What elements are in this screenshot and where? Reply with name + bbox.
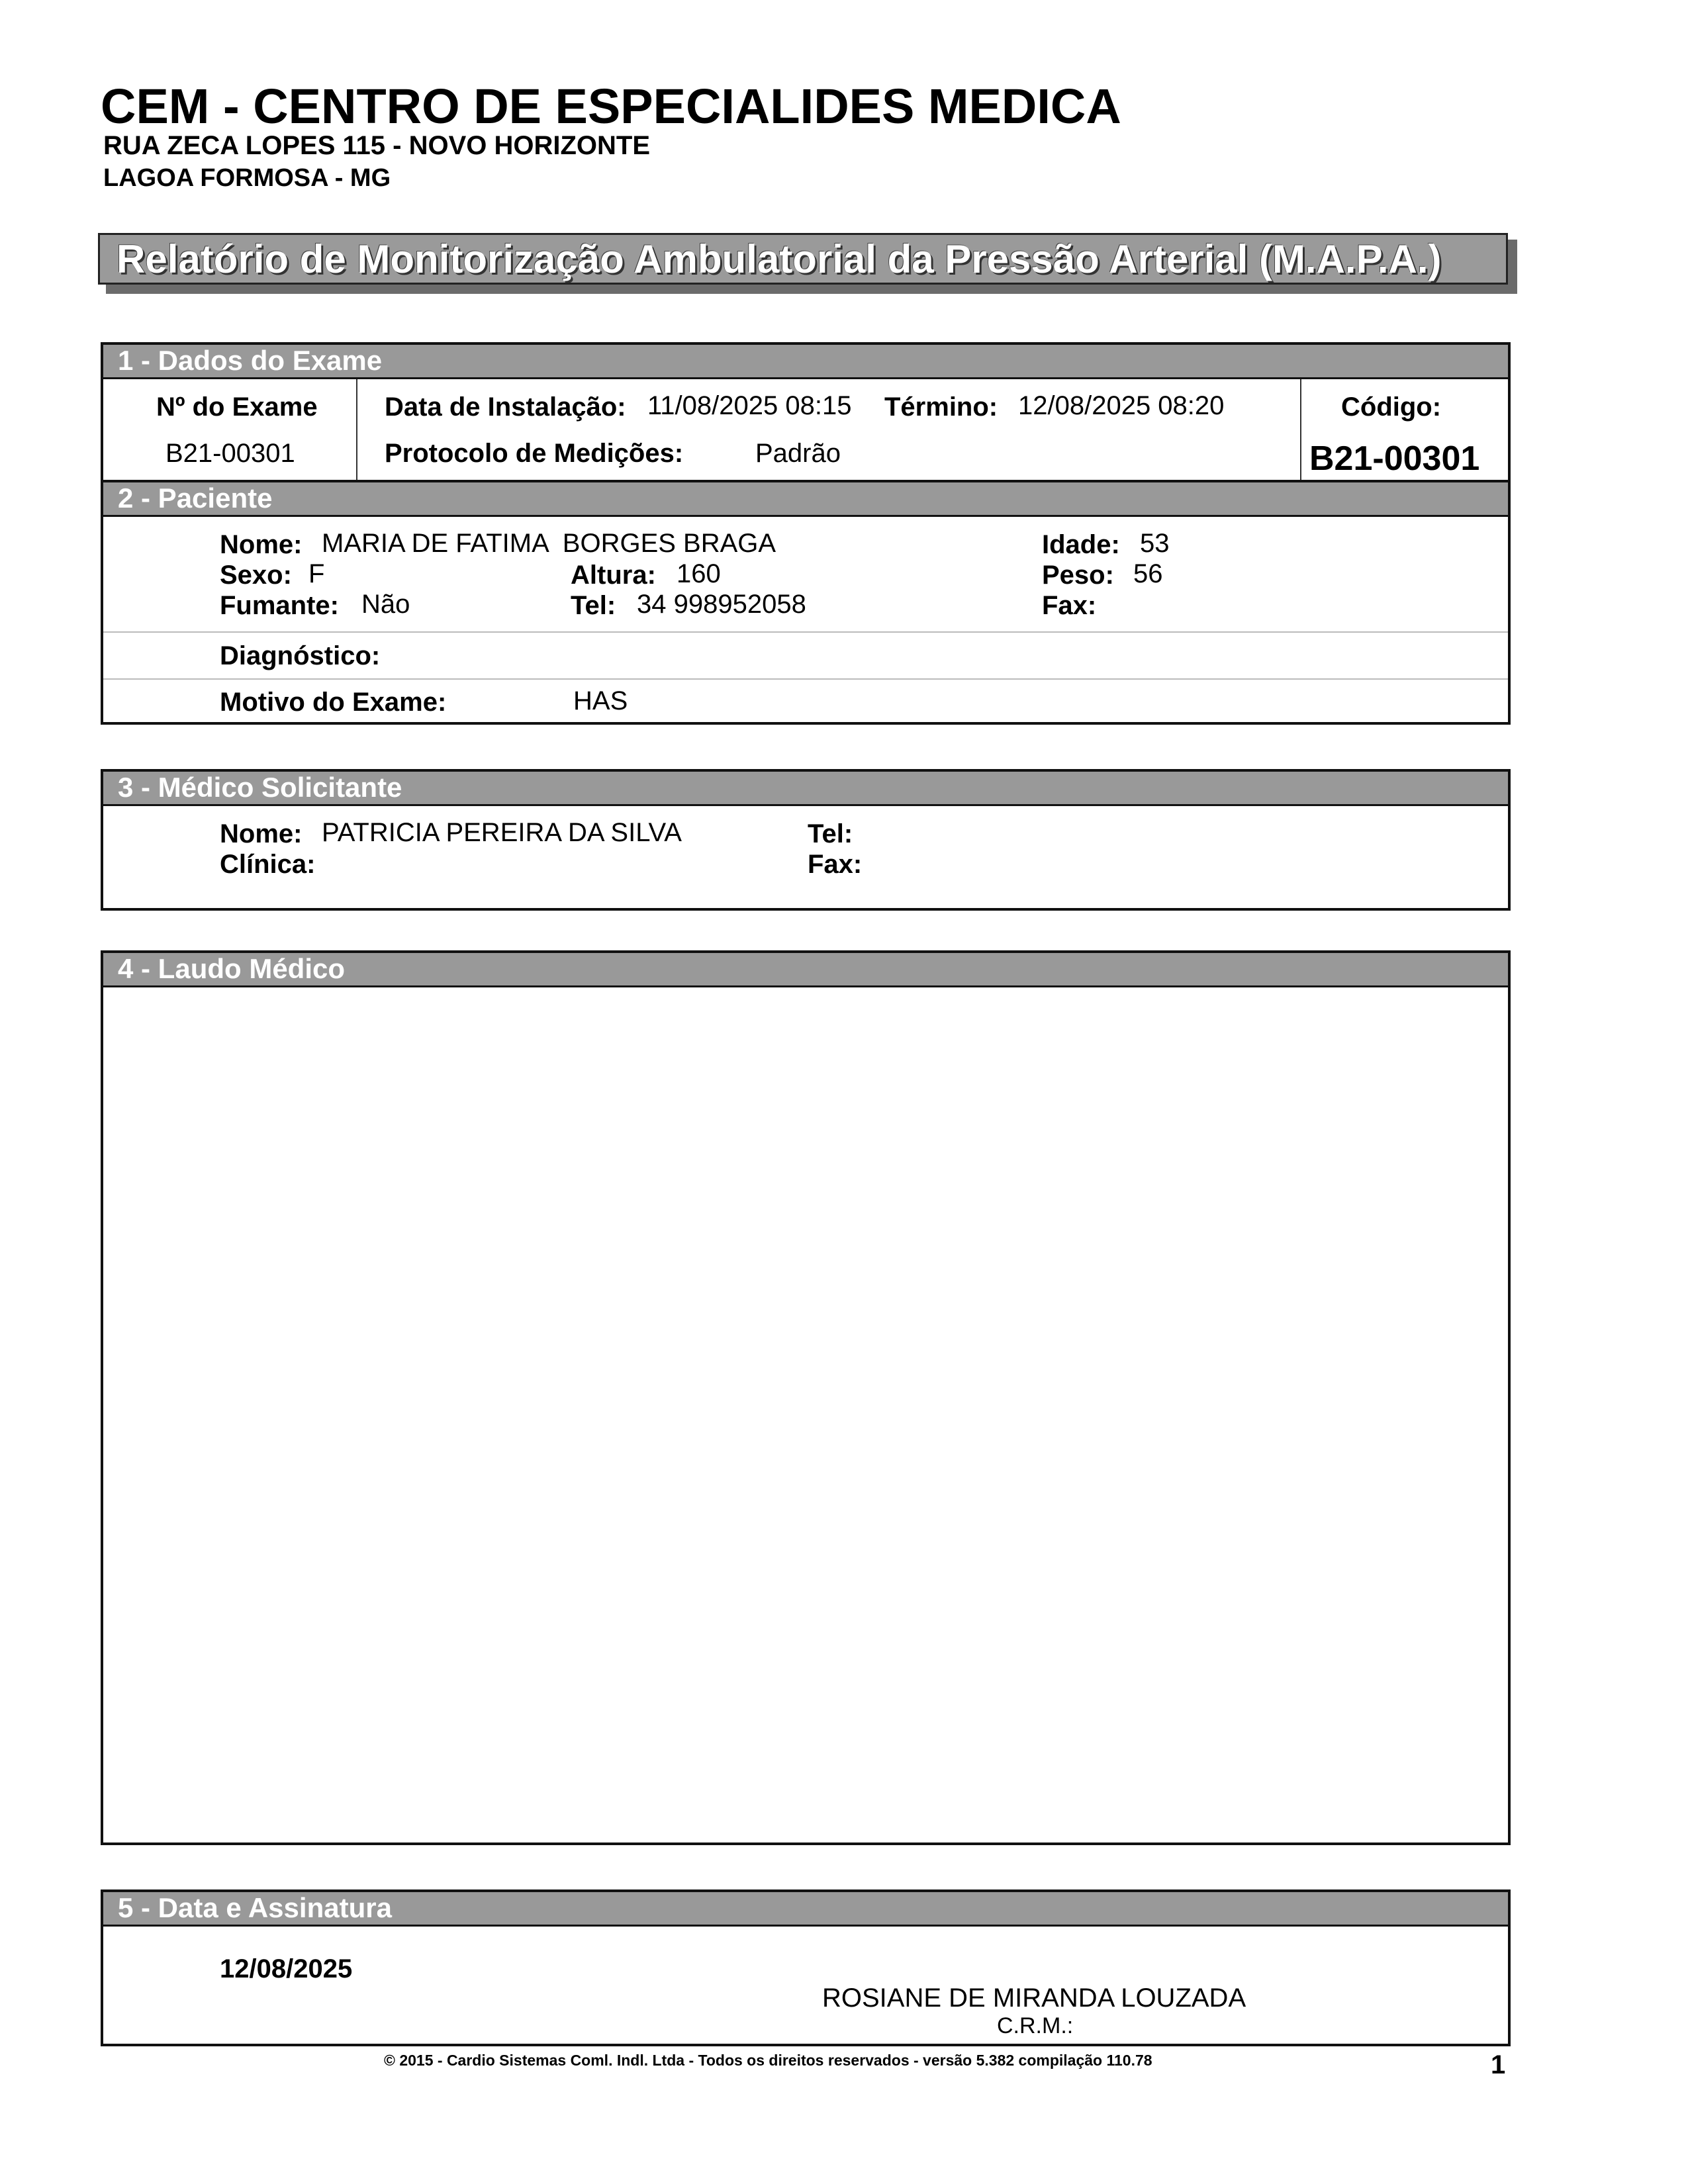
patient-sex-value: F [308,559,325,588]
end-date-value: 12/08/2025 08:20 [1018,391,1225,420]
section-date-signature-header: 5 - Data e Assinatura [103,1892,1508,1927]
patient-tel-value: 34 998952058 [637,590,806,619]
code-value: B21-00301 [1309,439,1480,478]
patient-smoker-value: Não [361,590,410,619]
patient-height-value: 160 [677,559,721,588]
protocol-value: Padrão [755,439,841,468]
install-date-value: 11/08/2025 08:15 [647,391,852,420]
section-patient [101,480,1511,725]
page-number: 1 [1491,2050,1506,2079]
patient-age-label: Idade: [1042,530,1120,559]
doctor-clinic-label: Clínica: [220,850,316,879]
section-exam-data [101,342,1511,482]
crm-label: C.R.M.: [997,2013,1074,2038]
exam-reason-value: HAS [573,686,628,715]
doctor-name-value: PATRICIA PEREIRA DA SILVA [322,818,682,847]
copyright-footer: © 2015 - Cardio Sistemas Coml. Indl. Ltda - Todos os direitos reservados - versão 5.382 compilação 110.78 [384,2052,1152,2069]
patient-weight-value: 56 [1133,559,1163,588]
divider [1300,379,1301,482]
section-requesting-doctor-header: 3 - Médico Solicitante [103,772,1508,806]
doctor-fax-label: Fax: [808,850,863,879]
diagnosis-label: Diagnóstico: [220,641,381,670]
exam-number-value: B21-00301 [165,439,295,468]
section-requesting-doctor [101,769,1511,911]
doctor-name-label: Nome: [220,819,303,848]
code-label: Código: [1341,392,1442,422]
end-date-label: Término: [884,392,998,422]
signer-name: ROSIANE DE MIRANDA LOUZADA [822,1983,1246,2013]
report-title: Relatório de Monitorização Ambulatorial da Pressão Arterial (M.A.P.A.) [117,237,1442,281]
patient-tel-label: Tel: [571,591,616,620]
divider [103,678,1508,680]
protocol-label: Protocolo de Medições: [385,439,684,468]
patient-name-value: MARIA DE FATIMA BORGES BRAGA [322,529,776,558]
clinic-address-line2: LAGOA FORMOSA - MG [103,164,391,192]
patient-weight-label: Peso: [1042,561,1114,590]
section-date-signature [101,1889,1511,2046]
exam-reason-label: Motivo do Exame: [220,688,447,717]
patient-name-label: Nome: [220,530,303,559]
patient-smoker-label: Fumante: [220,591,339,620]
clinic-address-line1: RUA ZECA LOPES 115 - NOVO HORIZONTE [103,131,651,160]
exam-number-label: Nº do Exame [156,392,318,422]
divider [103,631,1508,633]
patient-height-label: Altura: [571,561,656,590]
patient-age-value: 53 [1140,529,1170,558]
section-patient-header: 2 - Paciente [103,482,1508,517]
install-date-label: Data de Instalação: [385,392,626,422]
signature-date: 12/08/2025 [220,1954,353,1983]
clinic-name: CEM - CENTRO DE ESPECIALIDES MEDICA [101,79,1121,134]
doctor-tel-label: Tel: [808,819,853,848]
section-medical-report-header: 4 - Laudo Médico [103,953,1508,987]
patient-fax-label: Fax: [1042,591,1097,620]
section-medical-report [101,950,1511,1845]
divider [356,379,357,482]
section-exam-data-header: 1 - Dados do Exame [103,345,1508,379]
patient-sex-label: Sexo: [220,561,292,590]
